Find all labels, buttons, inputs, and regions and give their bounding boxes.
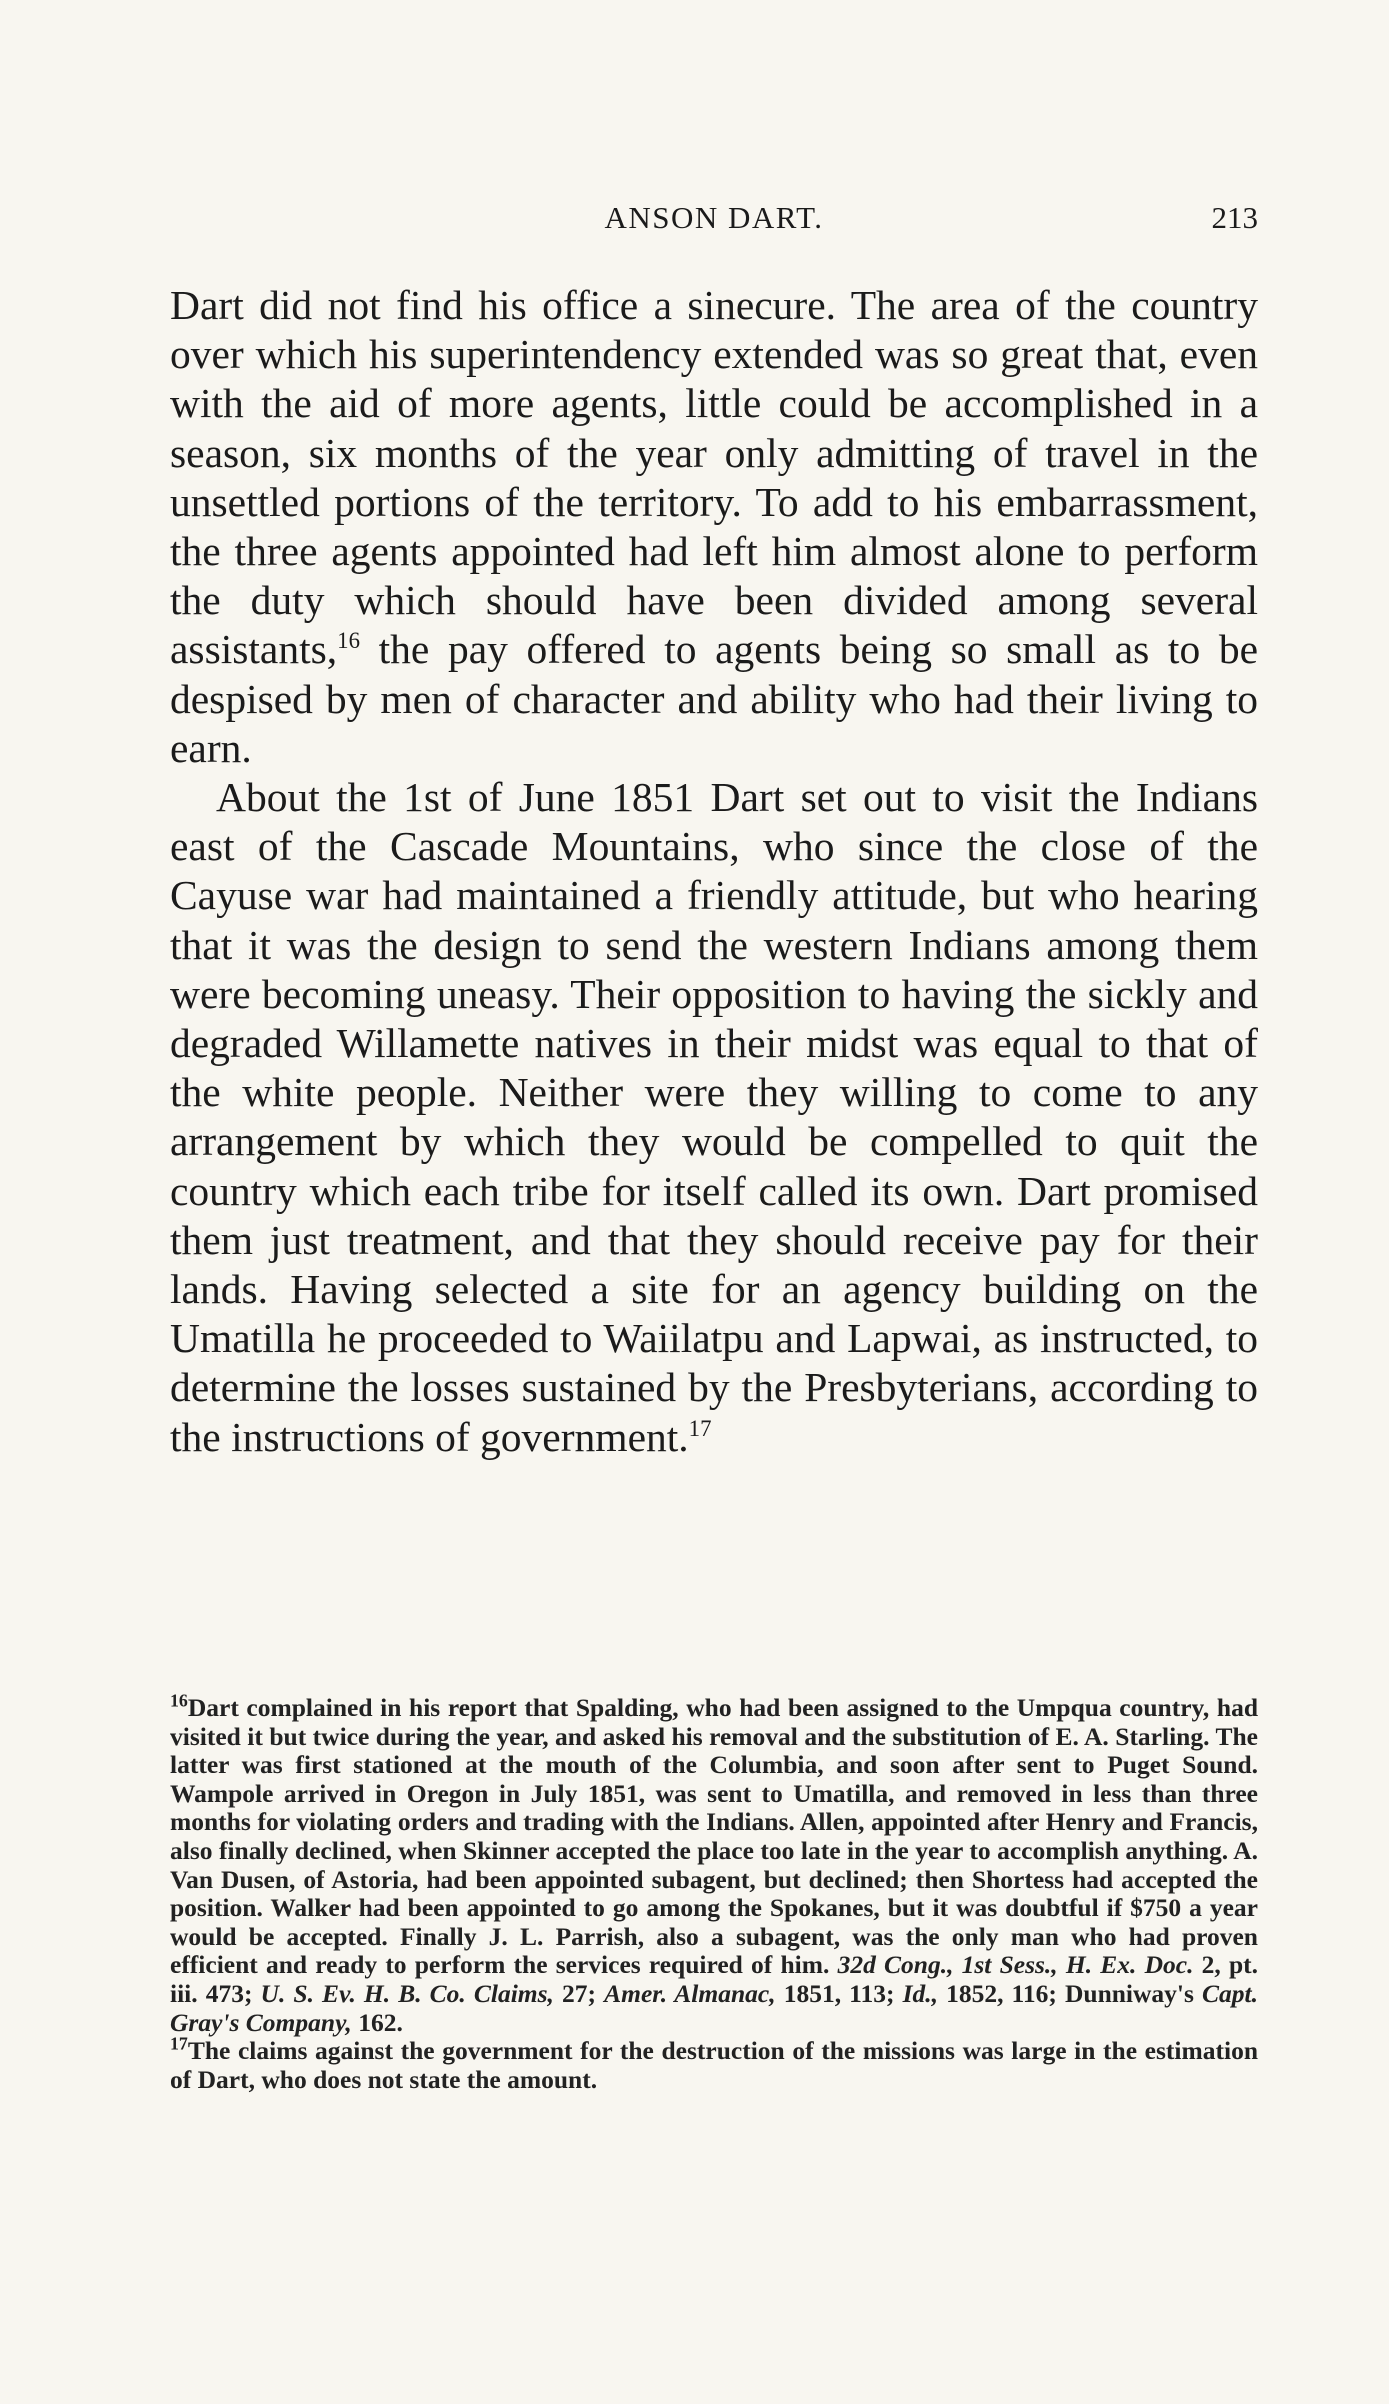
footnotes — [170, 1690, 1259, 2094]
page-header — [170, 200, 1258, 244]
footnote-ref-16: 16 — [337, 628, 360, 654]
page-number: 213 — [1211, 200, 1258, 235]
footnote-16-citation-3: Amer. Almanac, — [604, 1978, 776, 2008]
paragraph-2 — [170, 773, 1258, 1462]
footnote-16-text-d: 1851, 113; — [775, 1978, 903, 2008]
footnote-16-text-c: 27; — [553, 1978, 605, 2008]
paragraph-1-text-b: the pay offered to agents being so small as to be despised by men of character and ability who had their living to earn. — [170, 626, 1258, 771]
paragraph-2-text: About the 1st of June 1851 Dart set out to visit the Indians east of the Cascade Mountains, who since the close of the Cayuse war had maintained a friendly attitude, but who hearing that it was the design to send the western Indians among them were becoming uneasy. Their opposition to having the sickly and degraded Willamette natives in their midst was equal to that of the white people. Neither were they willing to come to any arrangement by which they would be compelled to quit the country which each tribe for itself called its own. Dart promised them just treatment, and that they should receive pay for their lands. Having selected a site for an agency building on the Umatilla he proceeded to Waiilatpu and Lapwai, as instructed, to determine the losses sustained by the Presbyterians, according to the instructions of government. — [170, 774, 1258, 1460]
footnote-17-mark: 17 — [170, 2033, 188, 2054]
footnote-16-text-b: 2, pt. iii. 473; — [170, 1950, 1259, 2008]
footnote-ref-17: 17 — [688, 1415, 712, 1441]
footnote-16 — [170, 1690, 1259, 2037]
footnote-16-citation-4: Id., — [902, 1978, 939, 2008]
footnote-16-text-f: 162. — [351, 2007, 403, 2037]
footnote-16-text-e: 1852, 116; Dunniway's — [938, 1978, 1203, 2008]
footnote-17-text: The claims against the government for the destruction of the missions was large in the estimation of Dart, who does not state the amount. — [170, 2036, 1258, 2094]
footnote-16-citation-1: 32d Cong., 1st Sess., H. Ex. Doc. — [837, 1950, 1194, 1980]
running-head: ANSON DART. — [604, 200, 824, 235]
footnote-16-mark: 16 — [170, 1690, 188, 1711]
footnote-16-citation-2: U. S. Ev. H. B. Co. Claims, — [260, 1978, 554, 2008]
footnote-16-citation-5: Capt. Gray's Company, — [170, 1978, 1258, 2037]
paragraph-1-text-a: Dart did not find his office a sinecure. The area of the country over which his superintendency extended was so great that, even with the aid of more agents, little could be accomplished in a season, six months of the year only admitting of travel in the unsettled portions of the territory. To add to his embarrassment, the three agents appointed had left him almost alone to perform the duty which should have been divided among several assistants, — [170, 282, 1258, 673]
footnote-17 — [170, 2033, 1258, 2094]
footnote-16-text-a: Dart complained in his report that Spalding, who had been assigned to the Umpqua country, had visited it but twice during the year, and asked his removal and the substitution of E. A. Starling. The latter was first stationed at the mouth of the Columbia, and soon after sent to Puget Sound. Wampole arrived in Oregon in July 1851, was sent to Umatilla, and removed in less than three months for violating orders and trading with the Indians. Allen, appointed after Henry and Francis, also finally declined, when Skinner accepted the place too late in the year to accomplish anything. A. Van Dusen, of Astoria, had been appointed subagent, but declined; then Shortess had accepted the position. Walker had been appointed to go among the Spokanes, but it was doubtful if $750 a year would be accepted. Finally J. L. Parrish, also a subagent, was the only man who had proven efficient and ready to perform the services required of him. — [170, 1693, 1258, 1980]
paragraph-1 — [170, 281, 1258, 773]
main-text — [170, 281, 1258, 1462]
